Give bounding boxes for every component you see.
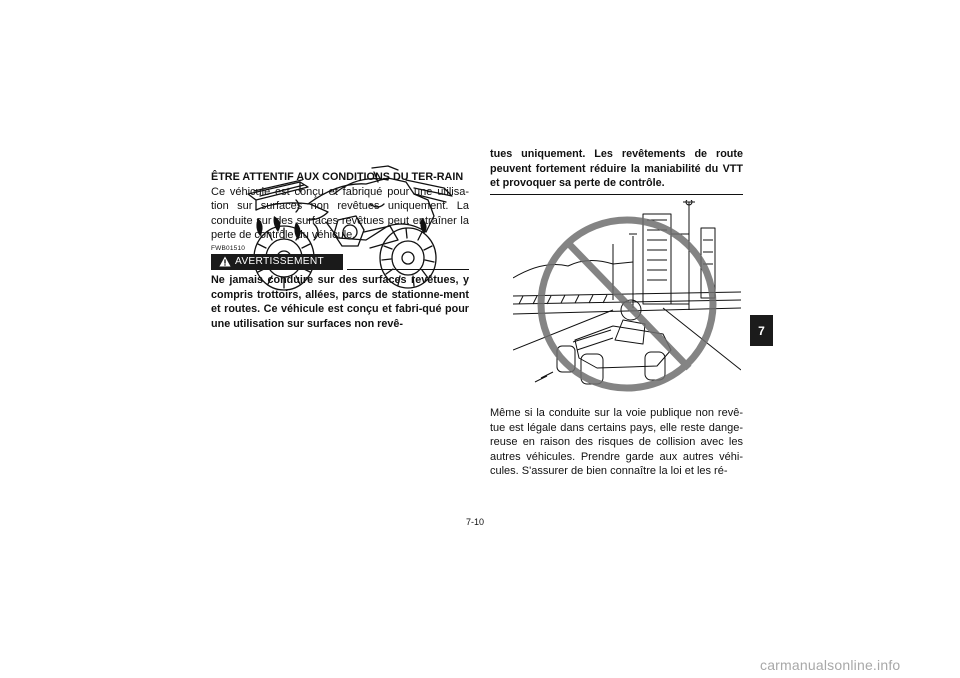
right-column bbox=[490, 147, 743, 478]
warning-text: Ne jamais conduire sur des surfaces revêtues, y compris trottoirs, allées, parcs de stationne-ment et routes. Ce véhicule est conçu et fabri-qué pour une utilisation sur surfaces non revê- bbox=[211, 273, 469, 330]
warning-triangle-icon bbox=[219, 256, 231, 267]
warning-label: AVERTISSEMENT bbox=[235, 256, 325, 268]
intro-paragraph: Ce véhicule est conçu et fabriqué pour une utilisa-tion sur surfaces non revêtues uniquement. La conduite sur des surfaces revêtues peut entraîner la perte de contrôle du véhicule. bbox=[211, 185, 469, 242]
warning-badge bbox=[211, 254, 343, 270]
chapter-tab: 7 bbox=[750, 315, 773, 346]
warning-rule bbox=[347, 269, 469, 270]
warning-end-rule bbox=[490, 194, 743, 195]
page-number: 7-10 bbox=[466, 517, 485, 527]
warning-code: FWB01510 bbox=[211, 244, 246, 252]
section-heading: ÊTRE ATTENTIF AUX CONDITIONS DU TER-RAIN bbox=[211, 171, 464, 183]
warning-header bbox=[211, 254, 469, 271]
left-column bbox=[211, 170, 469, 331]
public-road-paragraph: Même si la conduite sur la voie publique non revê-tue est légale dans certains pays, elle reste dange-reuse en raison des risques de collision avec les autres véhicules. Prendre garde aux autres véhi-cules. S'assurer de bien connaître la loi et les ré- bbox=[490, 407, 743, 478]
watermark: carmanualsonline.info bbox=[760, 657, 901, 673]
warning-continuation: tues uniquement. Les revêtements de route peuvent fortement réduire la maniabilité du VTT et provoquer sa perte de contrôle. bbox=[490, 148, 743, 190]
no-pavement-riding-illustration bbox=[513, 200, 741, 398]
